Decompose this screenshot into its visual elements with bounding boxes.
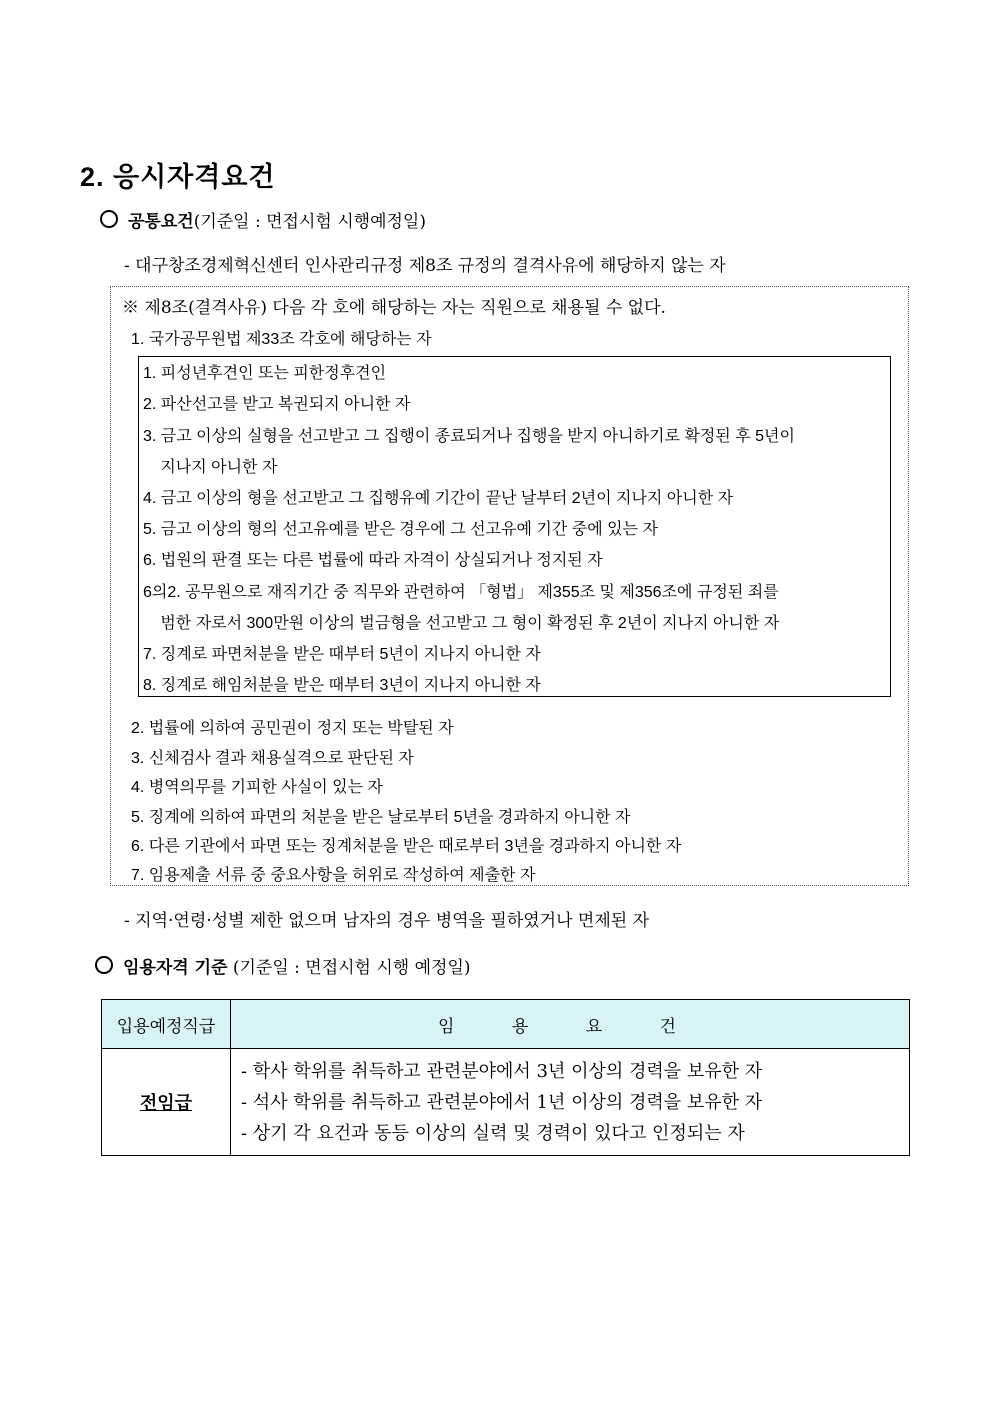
header-grade: 입용예정직급 xyxy=(102,1000,231,1049)
circle-bullet-icon xyxy=(95,956,113,974)
common-requirement-line: - 대구창조경제혁신센터 인사관리규정 제8조 규정의 결격사유에 해당하지 않는 자 xyxy=(124,256,726,276)
inner-list-item: 7. 징계로 파면처분을 받은 때부터 5년이 지나지 아니한 자 xyxy=(143,646,541,663)
common-basis: (기준일 : 면접시험 시행예정일) xyxy=(193,212,426,232)
outer-list-item: 5. 징계에 의하여 파면의 처분을 받은 날로부터 5년을 경과하지 아니한 자 xyxy=(131,809,631,826)
outer-list-item: 6. 다른 기관에서 파면 또는 징계처분을 받은 때로부터 3년을 경과하지 아니한 자 xyxy=(131,838,682,855)
header-requirements-text: 임 용 요 건 xyxy=(438,1016,702,1037)
outer-list-item: 3. 신체검사 결과 채용실격으로 판단된 자 xyxy=(131,750,414,767)
inner-list-item: 5. 금고 이상의 형의 선고유예를 받은 경우에 그 선고유예 기간 중에 있는 자 xyxy=(143,521,658,538)
inner-list-item: 6. 법원의 판결 또는 다른 법률에 따라 자격이 상실되거나 정지된 자 xyxy=(143,552,603,569)
requirement-item: - 학사 학위를 취득하고 관련분야에서 3년 이상의 경력을 보유한 자 xyxy=(241,1060,763,1082)
outer-list-item: 4. 병역의무를 기피한 사실이 있는 자 xyxy=(131,779,383,796)
appointment-requirements-table xyxy=(101,999,910,1156)
disqualification-item-1: 1. 국가공무원법 제33조 각호에 해당하는 자 xyxy=(131,331,432,348)
requirement-item: - 석사 학위를 취득하고 관련분야에서 1년 이상의 경력을 보유한 자 xyxy=(241,1091,763,1113)
inner-list-item: 2. 파산선고를 받고 복권되지 아니한 자 xyxy=(143,396,411,413)
appointment-heading xyxy=(95,953,471,978)
inner-list-item: 3. 금고 이상의 실형을 선고받고 그 집행이 종료되거나 집행을 받지 아니하기로 확정된 후 5년이 xyxy=(143,428,795,445)
requirements-cell xyxy=(231,1049,910,1156)
region-age-gender-line: - 지역·연령·성별 제한 없으며 남자의 경우 병역을 필하였거나 면제된 자 xyxy=(124,911,650,931)
common-requirements-heading xyxy=(100,207,426,232)
requirement-item: - 상기 각 요건과 동등 이상의 실력 및 경력이 있다고 인정되는 자 xyxy=(241,1122,745,1144)
grade-name: 전임급 xyxy=(139,1093,193,1114)
appointment-label: 임용자격 기준 xyxy=(123,958,228,978)
inner-list-item: 지나지 아니한 자 xyxy=(147,459,278,476)
disqualification-note: ※ 제8조(결격사유) 다음 각 호에 해당하는 자는 직원으로 채용될 수 없다. xyxy=(122,298,666,318)
inner-list-item: 4. 금고 이상의 형을 선고받고 그 집행유예 기간이 끝난 날부터 2년이 지나지 아니한 자 xyxy=(143,490,734,507)
grade-cell xyxy=(102,1049,231,1156)
common-label: 공통요건 xyxy=(128,212,194,232)
outer-list-item: 7. 임용제출 서류 중 중요사항을 허위로 작성하여 제출한 자 xyxy=(131,867,536,884)
inner-list-item: 8. 징계로 해임처분을 받은 때부터 3년이 지나지 아니한 자 xyxy=(143,677,541,694)
appointment-basis: (기준일 : 면접시험 시행 예정일) xyxy=(227,958,471,978)
outer-list-item: 2. 법률에 의하여 공민권이 정지 또는 박탈된 자 xyxy=(131,720,454,737)
table-row xyxy=(102,1049,910,1156)
inner-list-item: 1. 피성년후견인 또는 피한정후견인 xyxy=(143,365,387,382)
header-requirements xyxy=(231,1000,910,1049)
table-header-row xyxy=(102,1000,910,1049)
circle-bullet-icon xyxy=(100,210,118,228)
section-title: 2. 응시자격요건 xyxy=(80,162,276,192)
inner-list-item: 범한 자로서 300만원 이상의 벌금형을 선고받고 그 형이 확정된 후 2년이 지나지 아니한 자 xyxy=(147,615,780,632)
inner-list-item: 6의2. 공무원으로 재직기간 중 직무와 관련하여 「형법」 제355조 및 제356조에 규정된 죄를 xyxy=(143,584,779,601)
